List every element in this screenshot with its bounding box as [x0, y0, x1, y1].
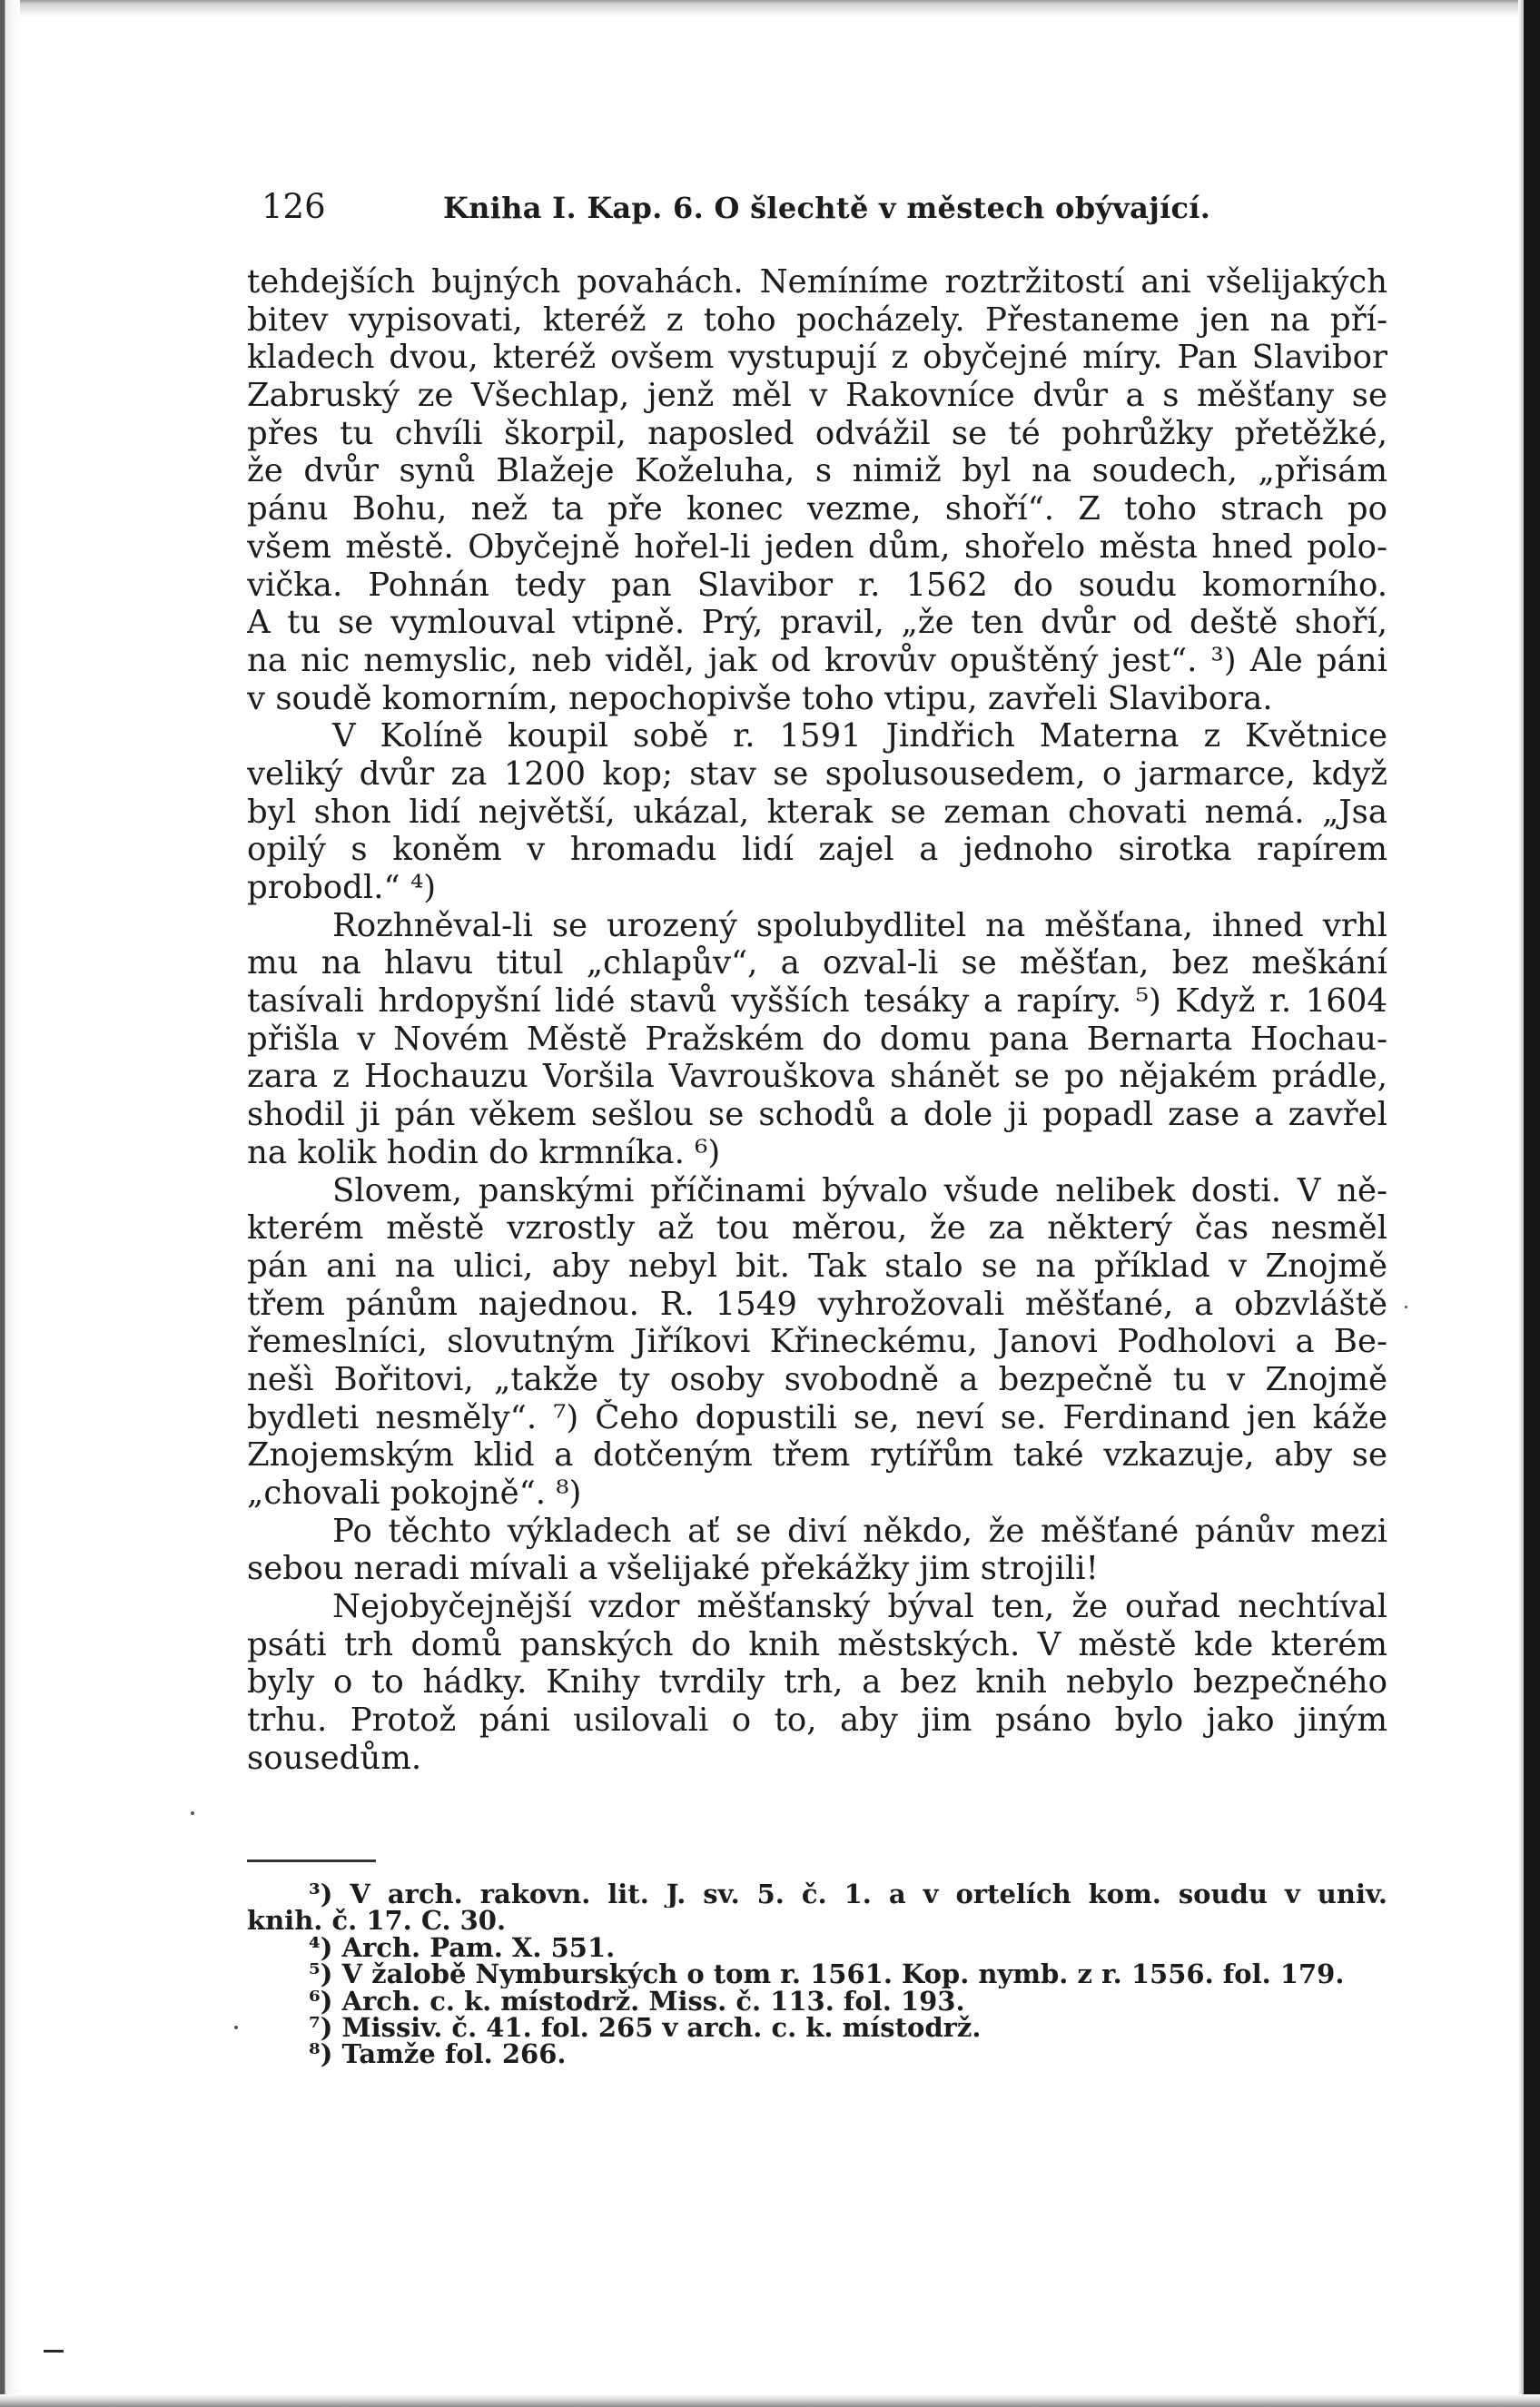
text-line: Zabruský ze Všechlap, jenž měl v Rakovníce dvůr a s měšťany se — [247, 377, 1387, 415]
text-line: A tu se vymlouval vtipně. Prý, pravil, „že ten dvůr od deště shoří, — [247, 604, 1387, 642]
text-line: třem pánům najednou. R. 1549 vyhrožovali měšťané, a obzvláště — [247, 1285, 1387, 1323]
text-line: probodl.“ ⁴) — [247, 869, 437, 906]
text-line: Rozhněval-li se urozený spolubydlitel na měšťana, ihned vrhl — [332, 906, 1387, 944]
text-line: sousedům. — [247, 1739, 422, 1777]
scan-corner-mark — [44, 2350, 64, 2353]
text-line: sebou neradi mívali a všelijaké překážky jim strojili! — [247, 1550, 1099, 1588]
scan-speck — [1405, 1306, 1407, 1308]
footnote-rule — [247, 1860, 376, 1862]
running-title: Kniha I. Kap. 6. O šlechtě v městech obývající. — [443, 191, 1211, 225]
text-line: opilý s koněm v hromadu lidí zajel a jednoho sirotka rapírem — [247, 831, 1387, 869]
text-line: vička. Pohnán tedy pan Slavibor r. 1562 do soudu komorního. — [247, 566, 1387, 604]
text-line: Nejobyčejnější vzdor měšťanský býval ten, že ouřad nechtíval — [332, 1588, 1387, 1626]
text-line: na kolik hodin do krmníka. ⁶) — [247, 1133, 721, 1171]
footnote-line: ⁵) V žalobě Nymburských o tom r. 1561. Kop. nymb. z r. 1556. fol. 179. — [309, 1961, 1345, 1988]
text-line: v soudě komorním, nepochopivše toho vtipu, zavřeli Slavibora. — [247, 679, 1273, 717]
text-line: shodil ji pán věkem sešlou se schodů a dole ji popadl zase a zavřel — [247, 1096, 1387, 1134]
footnotes — [247, 1881, 1387, 2068]
text-line: že dvůr synů Blažeje Koželuha, s nimiž byl na soudech, „přisám — [247, 452, 1387, 490]
footnote-line: ⁷) Missiv. č. 41. fol. 265 v arch. c. k. místodrž. — [309, 2014, 982, 2042]
text-line: V Kolíně koupil sobě r. 1591 Jindřich Materna z Květnice — [332, 717, 1387, 755]
text-line: kterém městě vzrostly až tou měrou, že za některý čas nesměl — [247, 1209, 1387, 1248]
text-line: bitev vypisovati, kteréž z toho pocházely. Přestaneme jen na pří- — [247, 301, 1387, 339]
text-line: nešì Bořitovi, „takže ty osoby svobodně a bezpečně tu v Znojmě — [247, 1360, 1387, 1398]
text-line: Po těchto výkladech ať se diví někdo, že měšťané pánův mezi — [332, 1512, 1387, 1550]
text-line: byl shon lidí největší, ukázal, kterak se zeman chovati nemá. „Jsa — [247, 793, 1387, 831]
footnote-line: ⁴) Arch. Pam. X. 551. — [309, 1934, 616, 1962]
text-line: tehdejších bujných povahách. Nemíníme roztržitostí ani všelijakých — [247, 263, 1387, 301]
body-text — [247, 263, 1387, 1778]
text-line: přišla v Novém Městě Pražském do domu pana Bernarta Hochau- — [247, 1020, 1387, 1058]
text-line: tasívali hrdopyšní lidé stavů vyšších tesáky a rapíry. ⁵) Když r. 1604 — [247, 982, 1387, 1021]
scan-left-edge — [0, 0, 20, 2407]
scan-speck — [191, 1811, 194, 1815]
text-line: psáti trh domů panských do knih městských. V městě kde kterém — [247, 1625, 1387, 1663]
footnote-line: ³) V arch. rakovn. lit. J. sv. 5. č. 1. a v ortelích kom. soudu v univ. — [309, 1881, 1387, 1909]
text-line: Znojemským klid a dotčeným třem rytířům také vzkazuje, aby se — [247, 1436, 1387, 1475]
text-line: zara z Hochauzu Voršila Vavrouškova shánět se po nějakém prádle, — [247, 1058, 1387, 1096]
text-line: pánu Bohu, než ta pře konec vezme, shoří“. Z toho strach po — [247, 490, 1387, 528]
text-line: kladech dvou, kteréž ovšem vystupují z obyčejné míry. Pan Slavibor — [247, 339, 1387, 377]
scan-speck — [234, 2026, 238, 2029]
text-line: trhu. Protož páni usilovali o to, aby jim psáno bylo jako jiným — [247, 1702, 1387, 1740]
page-header — [262, 187, 1380, 232]
text-line: přes tu chvíli škorpil, naposled odvážil se té pohrůžky přetěžké, — [247, 414, 1387, 452]
text-line: mu na hlavu titul „chlapův“, a ozval-li se měšťan, bez meškání — [247, 944, 1387, 982]
text-line: řemeslníci, slovutným Jiříkovi Křineckému, Janovi Podholovi a Be- — [247, 1323, 1387, 1361]
text-line: všem městě. Obyčejně hořel-li jeden dům, shořelo města hned polo- — [247, 528, 1387, 566]
text-line: veliký dvůr za 1200 kop; stav se spolusousedem, o jarmarce, když — [247, 755, 1387, 793]
text-line: Slovem, panskými příčinami bývalo všude nelibek dosti. V ně- — [332, 1171, 1387, 1209]
page-number: 126 — [262, 187, 326, 226]
text-line: na nic nemyslic, neb viděl, jak od krovův opuštěný jest“. ³) Ale páni — [247, 641, 1387, 679]
footnote-line: ⁸) Tamže fol. 266. — [309, 2041, 567, 2068]
text-line: pán ani na ulici, aby nebyl bit. Tak stalo se na příklad v Znojmě — [247, 1247, 1387, 1285]
scan-top-edge — [0, 0, 1540, 16]
text-line: „chovali pokojně“. ⁸) — [247, 1475, 582, 1512]
footnote-line: knih. č. 17. C. 30. — [247, 1908, 507, 1935]
text-line: byly o to hádky. Knihy tvrdily trh, a bez knih nebylo bezpečného — [247, 1663, 1387, 1702]
scan-bottom-edge — [0, 2394, 1540, 2407]
text-line: bydleti nesměly“. ⁷) Čeho dopustili se, neví se. Ferdinand jen káže — [247, 1398, 1387, 1436]
scan-right-edge — [1524, 0, 1540, 2407]
footnote-line: ⁶) Arch. c. k. místodrž. Miss. č. 113. fol. 193. — [309, 1988, 965, 2015]
